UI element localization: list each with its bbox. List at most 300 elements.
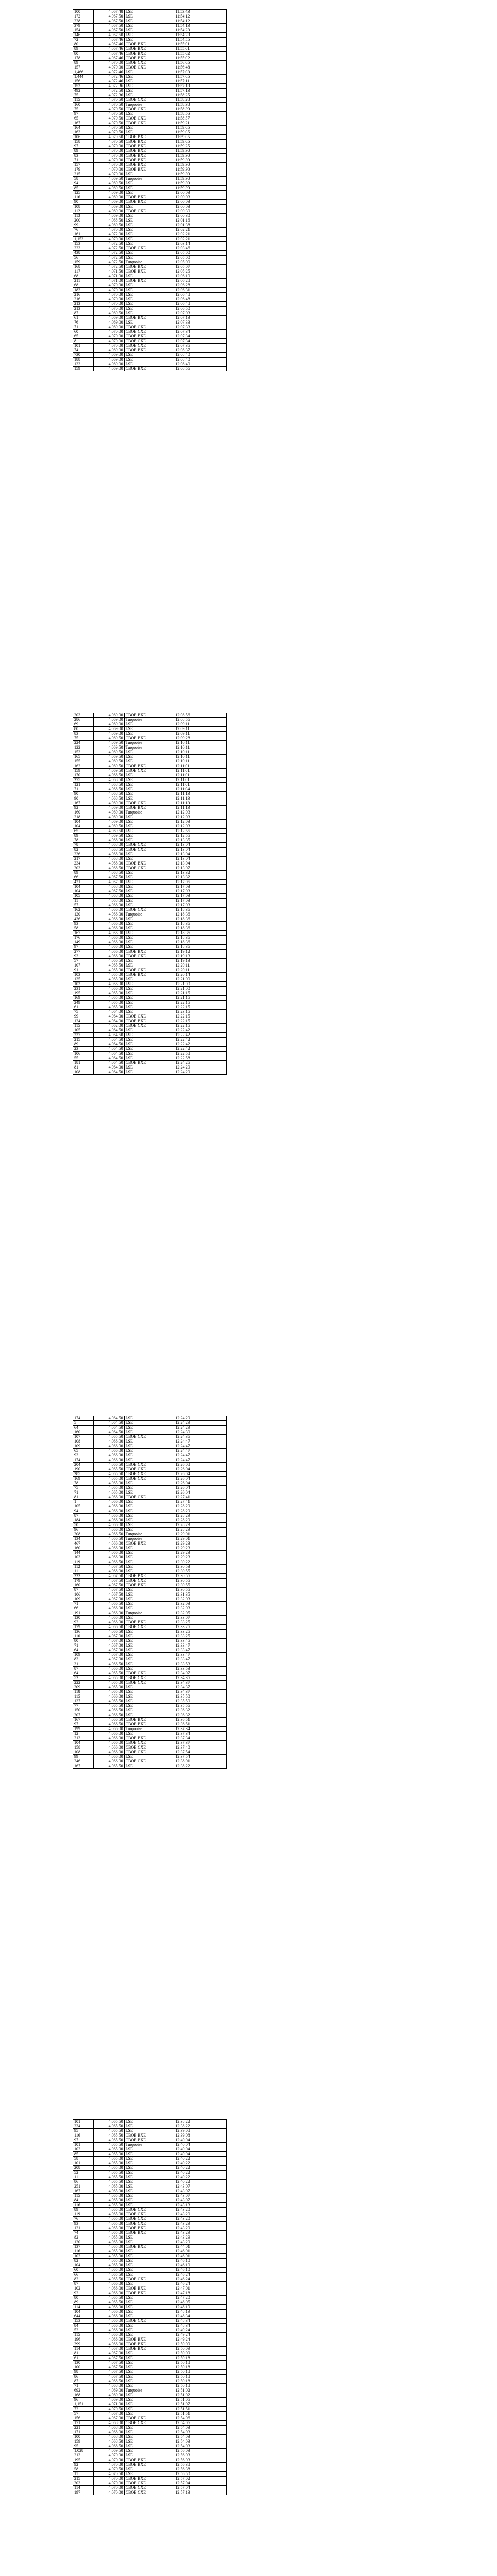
- quantity-cell: 50: [73, 1523, 94, 1528]
- price-cell: 4,069.50: [93, 736, 124, 741]
- price-cell: 4,069.00: [93, 205, 124, 209]
- quantity-cell: 168: [73, 2393, 94, 2398]
- venue-cell: LSE: [124, 307, 174, 311]
- price-cell: 4,070.00: [93, 144, 124, 149]
- price-cell: 4,068.50: [93, 787, 124, 792]
- price-cell: 4,066.00: [93, 2319, 124, 2324]
- quantity-cell: 89: [73, 61, 94, 65]
- price-cell: 4,066.00: [93, 2291, 124, 2296]
- venue-cell: CBOE BXE: [124, 135, 174, 140]
- quantity-cell: 71: [73, 325, 94, 330]
- time-cell: 12:05:25: [174, 269, 227, 274]
- time-cell: 12:18:36: [174, 908, 227, 912]
- time-cell: 12:39:08: [174, 2133, 227, 2138]
- table-row: [73, 959, 227, 963]
- table-row: [73, 126, 227, 130]
- quantity-cell: 103: [73, 1555, 94, 1560]
- price-cell: 4,067.50: [93, 1574, 124, 1579]
- time-cell: 11:57:11: [174, 79, 227, 84]
- quantity-cell: 105: [73, 1028, 94, 1033]
- table-row: [73, 885, 227, 889]
- time-cell: 11:56:48: [174, 65, 227, 70]
- time-cell: 12:24:47: [174, 1444, 227, 1449]
- quantity-cell: 246: [73, 1759, 94, 1764]
- quantity-cell: 203: [73, 713, 94, 718]
- venue-cell: LSE: [124, 959, 174, 963]
- price-cell: 4,066.00: [93, 1606, 124, 1611]
- price-cell: 4,065.00: [93, 1477, 124, 1481]
- venue-cell: LSE: [124, 982, 174, 987]
- quantity-cell: 130: [73, 1616, 94, 1620]
- price-cell: 4,066.00: [93, 936, 124, 940]
- quantity-cell: 111: [73, 1569, 94, 1574]
- page-1: [0, 0, 497, 703]
- quantity-cell: 102: [73, 2254, 94, 2259]
- price-cell: 4,065.00: [93, 2249, 124, 2254]
- price-cell: 4,066.00: [93, 940, 124, 945]
- venue-cell: LSE: [124, 1639, 174, 1643]
- venue-cell: LSE: [124, 783, 174, 787]
- table-row: [73, 2444, 227, 2449]
- price-cell: 4,066.00: [93, 1528, 124, 1532]
- price-cell: 4,066.00: [93, 1741, 124, 1745]
- price-cell: 4,067.50: [93, 2375, 124, 2379]
- time-cell: 12:43:07: [174, 2189, 227, 2194]
- time-cell: 12:43:29: [174, 2226, 227, 2231]
- table-row: [73, 1597, 227, 1602]
- venue-cell: LSE: [124, 1569, 174, 1574]
- quantity-cell: 106: [73, 135, 94, 140]
- time-cell: 12:32:03: [174, 1602, 227, 1606]
- table-row: [73, 1514, 227, 1518]
- table-row: [73, 769, 227, 773]
- quantity-cell: 285: [73, 1472, 94, 1477]
- venue-cell: Turquoise: [124, 1537, 174, 1541]
- table-row: [73, 2291, 227, 2296]
- venue-cell: CBOE CXE: [124, 1676, 174, 1681]
- table-row: [73, 1592, 227, 1597]
- quantity-cell: 158: [73, 140, 94, 144]
- time-cell: 12:31:35: [174, 1592, 227, 1597]
- price-cell: 4,066.50: [93, 1718, 124, 1722]
- venue-cell: LSE: [124, 2430, 174, 2435]
- price-cell: 4,068.00: [93, 899, 124, 903]
- price-cell: 4,066.00: [93, 1727, 124, 1732]
- quantity-cell: 12: [73, 1732, 94, 1736]
- price-cell: 4,066.00: [93, 1453, 124, 1458]
- venue-cell: LSE: [124, 1444, 174, 1449]
- quantity-cell: 76: [73, 320, 94, 325]
- quantity-cell: 74: [73, 348, 94, 353]
- quantity-cell: 56: [73, 256, 94, 260]
- venue-cell: CBOE CXE: [124, 866, 174, 871]
- time-cell: 12:19:12: [174, 950, 227, 954]
- price-cell: 4,066.00: [93, 2310, 124, 2314]
- price-cell: 4,065.00: [93, 2184, 124, 2189]
- venue-cell: CBOE CXE: [124, 2217, 174, 2222]
- time-cell: 12:26:08: [174, 1463, 227, 1467]
- venue-cell: CBOE BXE: [124, 2458, 174, 2463]
- time-cell: 12:12:03: [174, 824, 227, 829]
- price-cell: 4,065.50: [93, 1699, 124, 1704]
- table-row: [73, 1699, 227, 1704]
- quantity-cell: 237: [73, 1033, 94, 1038]
- time-cell: 12:30:55: [174, 1574, 227, 1579]
- table-row: [73, 1583, 227, 1588]
- time-cell: 12:30:55: [174, 1588, 227, 1592]
- table-row: [73, 1681, 227, 1685]
- table-row: [73, 186, 227, 191]
- quantity-cell: 11: [73, 899, 94, 903]
- price-cell: 4,066.00: [93, 1500, 124, 1504]
- venue-cell: CBOE CXE: [124, 1579, 174, 1583]
- time-cell: 12:13:04: [174, 857, 227, 861]
- time-cell: 12:43:20: [174, 2212, 227, 2217]
- time-cell: 11:59:25: [174, 144, 227, 149]
- quantity-cell: 109: [73, 1444, 94, 1449]
- trades-table-2: [73, 713, 227, 1075]
- table-row: [73, 42, 227, 47]
- price-cell: 4,067.50: [93, 2370, 124, 2375]
- table-row: [73, 1565, 227, 1569]
- venue-cell: LSE: [124, 283, 174, 288]
- price-cell: 4,068.50: [93, 2379, 124, 2384]
- quantity-cell: 196: [73, 2337, 94, 2342]
- quantity-cell: 52: [73, 2328, 94, 2333]
- venue-cell: CBOE BXE: [124, 367, 174, 371]
- time-cell: 12:40:22: [174, 2157, 227, 2161]
- venue-cell: LSE: [124, 2273, 174, 2277]
- venue-cell: LSE: [124, 1028, 174, 1033]
- quantity-cell: 104: [73, 2263, 94, 2268]
- price-cell: 4,064.50: [93, 1028, 124, 1033]
- table-row: [73, 274, 227, 279]
- venue-cell: LSE: [124, 242, 174, 246]
- venue-cell: LSE: [124, 1038, 174, 1042]
- venue-cell: LSE: [124, 293, 174, 297]
- time-cell: 11:55:02: [174, 56, 227, 61]
- table-row: [73, 871, 227, 875]
- quantity-cell: 84: [73, 2324, 94, 2328]
- time-cell: 11:59:21: [174, 121, 227, 126]
- price-cell: 4,069.50: [93, 764, 124, 769]
- quantity-cell: 157: [73, 163, 94, 167]
- time-cell: 12:18:36: [174, 940, 227, 945]
- time-cell: 12:50:09: [174, 2342, 227, 2347]
- time-cell: 12:06:48: [174, 297, 227, 302]
- venue-cell: LSE: [124, 1555, 174, 1560]
- time-cell: 12:33:47: [174, 1643, 227, 1648]
- quantity-cell: 1,151: [73, 2402, 94, 2407]
- time-cell: 12:39:08: [174, 2129, 227, 2133]
- table-row: [73, 1555, 227, 1560]
- price-cell: 4,065.00: [93, 2245, 124, 2249]
- time-cell: 12:22:42: [174, 1038, 227, 1042]
- venue-cell: CBOE BXE: [124, 1620, 174, 1625]
- quantity-cell: 105: [73, 894, 94, 899]
- price-cell: 4,069.50: [93, 2449, 124, 2453]
- table-row: [73, 987, 227, 991]
- venue-cell: Turquoise: [124, 810, 174, 815]
- quantity-cell: 57: [73, 2412, 94, 2416]
- price-cell: 4,065.00: [93, 2189, 124, 2194]
- venue-cell: CBOE CXE: [124, 1472, 174, 1477]
- table-row: [73, 1033, 227, 1038]
- venue-cell: LSE: [124, 977, 174, 982]
- venue-cell: CBOE BXE: [124, 2477, 174, 2481]
- table-row: [73, 61, 227, 65]
- price-cell: 4,067.50: [93, 889, 124, 894]
- price-cell: 4,065.00: [93, 1486, 124, 1490]
- quantity-cell: 80: [73, 2296, 94, 2300]
- quantity-cell: 167: [73, 931, 94, 936]
- venue-cell: LSE: [124, 1662, 174, 1667]
- price-cell: 4,067.00: [93, 2351, 124, 2356]
- price-cell: 4,067.00: [93, 1597, 124, 1602]
- quantity-cell: 159: [73, 367, 94, 371]
- price-cell: 4,062.00: [93, 1024, 124, 1028]
- table-row: [73, 1042, 227, 1047]
- time-cell: 11:54:12: [174, 14, 227, 19]
- time-cell: 12:13:04: [174, 861, 227, 866]
- venue-cell: LSE: [124, 2254, 174, 2259]
- table-row: [73, 1551, 227, 1555]
- price-cell: 4,067.50: [93, 1588, 124, 1592]
- venue-cell: LSE: [124, 89, 174, 93]
- price-cell: 4,070.00: [93, 2463, 124, 2467]
- price-cell: 4,065.50: [93, 1435, 124, 1439]
- time-cell: 12:12:03: [174, 815, 227, 820]
- quantity-cell: 93: [73, 922, 94, 926]
- time-cell: 12:54:03: [174, 2435, 227, 2439]
- table-row: [73, 177, 227, 181]
- time-cell: 12:57:13: [174, 2490, 227, 2495]
- time-cell: 12:21:00: [174, 977, 227, 982]
- quantity-cell: 169: [73, 996, 94, 1001]
- price-cell: 4,067.46: [93, 56, 124, 61]
- time-cell: 11:57:03: [174, 70, 227, 75]
- table-row: [73, 2245, 227, 2249]
- table-row: [73, 200, 227, 205]
- time-cell: 12:46:24: [174, 2273, 227, 2277]
- time-cell: 11:58:57: [174, 116, 227, 121]
- quantity-cell: 85: [73, 186, 94, 191]
- table-row: [73, 1509, 227, 1514]
- price-cell: 4,066.00: [93, 2282, 124, 2286]
- price-cell: 4,066.00: [93, 1449, 124, 1453]
- quantity-cell: 159: [73, 769, 94, 773]
- time-cell: 12:48:34: [174, 2319, 227, 2324]
- quantity-cell: 228: [73, 19, 94, 24]
- price-cell: 4,064.50: [93, 1426, 124, 1430]
- time-cell: 11:53:43: [174, 10, 227, 14]
- quantity-cell: 170: [73, 773, 94, 778]
- table-row: [73, 288, 227, 293]
- time-cell: 12:08:56: [174, 367, 227, 371]
- time-cell: 11:58:25: [174, 93, 227, 98]
- time-cell: 12:57:02: [174, 2477, 227, 2481]
- quantity-cell: 116: [73, 195, 94, 200]
- venue-cell: LSE: [124, 181, 174, 186]
- price-cell: 4,066.50: [93, 1722, 124, 1727]
- venue-cell: CBOE BXE: [124, 1583, 174, 1588]
- quantity-cell: 275: [73, 778, 94, 783]
- venue-cell: LSE: [124, 2296, 174, 2300]
- venue-cell: LSE: [124, 1052, 174, 1056]
- table-row: [73, 1439, 227, 1444]
- time-cell: 12:06:50: [174, 307, 227, 311]
- price-cell: 4,070.50: [93, 103, 124, 107]
- table-row: [73, 1755, 227, 1759]
- venue-cell: LSE: [124, 1704, 174, 1708]
- price-cell: 4,066.00: [93, 1667, 124, 1671]
- quantity-cell: 81: [73, 2351, 94, 2356]
- table-row: [73, 866, 227, 871]
- table-row: [73, 727, 227, 732]
- time-cell: 11:57:13: [174, 89, 227, 93]
- time-cell: 12:38:01: [174, 1759, 227, 1764]
- price-cell: 4,065.00: [93, 977, 124, 982]
- table-row: [73, 1653, 227, 1657]
- venue-cell: CBOE CXE: [124, 2212, 174, 2217]
- quantity-cell: 71: [73, 787, 94, 792]
- time-cell: 12:46:01: [174, 2254, 227, 2259]
- venue-cell: LSE: [124, 1439, 174, 1444]
- price-cell: 4,066.00: [93, 1551, 124, 1555]
- price-cell: 4,066.00: [93, 903, 124, 908]
- venue-cell: CBOE CXE: [124, 2481, 174, 2486]
- quantity-cell: 154: [73, 28, 94, 33]
- venue-cell: LSE: [124, 2268, 174, 2273]
- table-row: [73, 857, 227, 861]
- venue-cell: LSE: [124, 2351, 174, 2356]
- price-cell: 4,069.00: [93, 209, 124, 214]
- venue-cell: LSE: [124, 815, 174, 820]
- table-row: [73, 56, 227, 61]
- time-cell: 12:06:31: [174, 288, 227, 293]
- quantity-cell: 114: [73, 2347, 94, 2351]
- venue-cell: LSE: [124, 903, 174, 908]
- time-cell: 12:24:47: [174, 1439, 227, 1444]
- price-cell: 4,065.00: [93, 1001, 124, 1005]
- table-row: [73, 1616, 227, 1620]
- time-cell: 12:24:29: [174, 1426, 227, 1430]
- quantity-cell: 80: [73, 42, 94, 47]
- time-cell: 12:33:25: [174, 1630, 227, 1634]
- table-row: [73, 2212, 227, 2217]
- price-cell: 4,070.00: [93, 334, 124, 339]
- quantity-cell: 72: [73, 38, 94, 42]
- table-row: [73, 1667, 227, 1671]
- time-cell: 12:56:03: [174, 2453, 227, 2458]
- venue-cell: CBOE CXE: [124, 116, 174, 121]
- table-row: [73, 367, 227, 371]
- table-row: [73, 2147, 227, 2152]
- quantity-cell: 93: [73, 1453, 94, 1458]
- price-cell: 4,068.00: [93, 2384, 124, 2388]
- time-cell: 12:34:37: [174, 1690, 227, 1694]
- time-cell: 12:36:32: [174, 1713, 227, 1718]
- trades-table-4: [73, 2119, 227, 2495]
- price-cell: 4,068.00: [93, 2435, 124, 2439]
- table-row: [73, 116, 227, 121]
- price-cell: 4,066.00: [93, 1523, 124, 1528]
- quantity-cell: 137: [73, 2245, 94, 2249]
- quantity-cell: 216: [73, 297, 94, 302]
- quantity-cell: 110: [73, 1634, 94, 1639]
- venue-cell: LSE: [124, 2384, 174, 2388]
- table-row: [73, 1750, 227, 1755]
- price-cell: 4,066.00: [93, 950, 124, 954]
- price-cell: 4,069.00: [93, 732, 124, 736]
- price-cell: 4,066.00: [93, 1444, 124, 1449]
- time-cell: 12:35:50: [174, 1694, 227, 1699]
- venue-cell: CBOE BXE: [124, 1574, 174, 1579]
- venue-cell: LSE: [124, 10, 174, 14]
- time-cell: 12:51:51: [174, 2412, 227, 2416]
- price-cell: 4,068.50: [93, 2439, 124, 2444]
- time-cell: 11:55:02: [174, 52, 227, 56]
- venue-cell: LSE: [124, 2472, 174, 2477]
- quantity-cell: 68: [73, 283, 94, 288]
- time-cell: 11:59:05: [174, 126, 227, 130]
- quantity-cell: 1: [73, 1500, 94, 1504]
- time-cell: 12:05:00: [174, 256, 227, 260]
- time-cell: 12:57:04: [174, 2486, 227, 2490]
- table-row: [73, 353, 227, 358]
- time-cell: 12:17:03: [174, 889, 227, 894]
- venue-cell: LSE: [124, 1690, 174, 1694]
- table-row: [73, 89, 227, 93]
- price-cell: 4,066.00: [93, 1694, 124, 1699]
- venue-cell: CBOE CXE: [124, 1435, 174, 1439]
- quantity-cell: 68: [73, 274, 94, 279]
- table-row: [73, 75, 227, 79]
- venue-cell: LSE: [124, 894, 174, 899]
- table-row: [73, 2430, 227, 2435]
- quantity-cell: 115: [73, 2333, 94, 2337]
- venue-cell: LSE: [124, 875, 174, 880]
- time-cell: 11:57:05: [174, 75, 227, 79]
- quantity-cell: 114: [73, 2305, 94, 2310]
- table-row: [73, 1477, 227, 1481]
- price-cell: 4,067.00: [93, 1643, 124, 1648]
- table-row: [73, 2333, 227, 2337]
- quantity-cell: 71: [73, 1602, 94, 1606]
- venue-cell: LSE: [124, 852, 174, 857]
- time-cell: 12:30:55: [174, 1569, 227, 1574]
- venue-cell: CBOE BXE: [124, 158, 174, 163]
- quantity-cell: 213: [73, 2453, 94, 2458]
- time-cell: 12:32:03: [174, 1597, 227, 1602]
- venue-cell: CBOE BXE: [124, 279, 174, 283]
- time-cell: 11:54:23: [174, 28, 227, 33]
- quantity-cell: 160: [73, 1430, 94, 1435]
- quantity-cell: 162: [73, 908, 94, 912]
- time-cell: 12:22:15: [174, 1019, 227, 1024]
- time-cell: 12:33:47: [174, 1653, 227, 1657]
- price-cell: 4,066.00: [93, 2324, 124, 2328]
- venue-cell: LSE: [124, 2120, 174, 2124]
- time-cell: 12:24:29: [174, 1416, 227, 1421]
- venue-cell: Turquoise: [124, 1611, 174, 1616]
- venue-cell: LSE: [124, 755, 174, 759]
- venue-cell: LSE: [124, 796, 174, 801]
- time-cell: 12:13:35: [174, 838, 227, 843]
- time-cell: 11:58:39: [174, 107, 227, 112]
- time-cell: 12:40:22: [174, 2166, 227, 2171]
- table-row: [73, 2416, 227, 2421]
